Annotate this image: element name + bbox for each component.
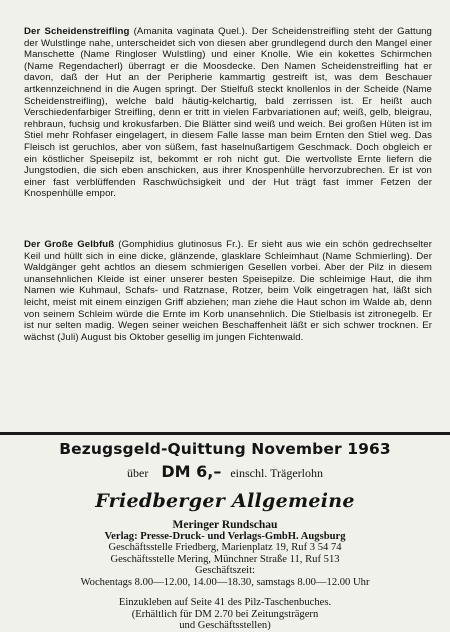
section-divider: [0, 432, 450, 435]
note-line-1: Einzukleben auf Seite 41 des Pilz-Taschenbuches.: [118, 597, 332, 609]
receipt-title: Bezugsgeld-Quittung November 1963: [59, 440, 391, 458]
receipt-over-label: über: [127, 466, 149, 480]
newspaper-subtitle: Meringer Rundschau: [172, 519, 278, 531]
hours-label: Geschäftszeit:: [194, 565, 255, 577]
mushroom-entry-scheidenstreifling: [24, 26, 432, 200]
entry-heading: Der Große Gelbfuß: [24, 239, 115, 250]
receipt-incl-label: einschl. Trägerlohn: [230, 466, 323, 480]
entry-text: (Amanita vaginata Quel.). Der Scheidenstreifling steht der Gattung der Wulstlinge nahe, unterscheidet sich von diesen aber grundlegend durch den Mangel einer Manschette (Name Ringloser Wulstling) und einer Knolle. Wie ein kokettes Schirmchen (Name Regendacherl) überragt er die Moosdecke. Den Namen Scheidenstreifling hat er davon, daß der Hut an der Peripherie kammartig gestreift ist, was dem Beschauer artkennzeichnend in die Augen springt. Der Stielfuß steckt knollenlos in der Scheide (Name Scheidenstreifling), welche bald häutig-kelchartig, bald zerrissen ist. Er heißt auch Verschiedenfarbiger Streifling, denn er tritt in vielen Farbvariationen auf; weiß, gelb, bleigrau, rehbraun, fuchsig und krokusfarben. Die Blätter sind weiß und weich. Bei großen Hüten ist im Stiel mehr Rohfaser eingelagert, in diesem Falle lasse man beim Ernten den Stiel weg. Das Fleisch ist geruchlos, aber von süßem, fast haselnußartigem Geschmack. Doch obgleich er ein köstlicher Speisepilz ist, bekommt er roh nicht gut. Die wertvollste Ernte liefern die Jungstodien, die sich eben anschicken, aus ihrer Knospenhülle hervorzubrechen. Er ist von einer fast verblüffenden Raschwüchsigkeit und der Hut trägt fast immer Fetzen der Knospenhülle empor.: [24, 26, 432, 200]
receipt-amount-line: [0, 462, 450, 481]
note-line-3: und Geschäftsstellen): [179, 620, 271, 632]
entry-text: (Gomphidius glutinosus Fr.). Er sieht aus wie ein schön gedrechselter Keil und hüllt sich in eine dicke, glänzende, glasklare Schleimhaut (Name Schmierling). Der Waldgänger geht achtlos an diesem schmierigen Gesellen vorbei. Aber der Pilz in diesem unansehnlichen Kleide ist einer unserer besten Speisepilze. Die schleimige Haut, die ihm Namen wie Kuhmaul, Schafs- und Ratznase, Rotzer, beim Volk eingetragen hat, läßt sich leicht, meist mit einem einzigen Griff abziehen; man ziehe die Haut schon im Walde ab, denn von seinem Schleim würde die Ernte im Korb unansehnlich. Die Stielbasis ist zitronegelb. Er ist nur selten madig. Wegen seiner weichen Beschaffenheit läßt er sich schwer trocknen. Er wächst (Juli) August bis Oktober gesellig im jungen Fichtenwald.: [24, 239, 433, 343]
hours-line: Wochentags 8.00—12.00, 14.00—18.30, samstags 8.00—12.00 Uhr: [80, 576, 370, 588]
note-line-2: (Erhältlich für DM 2.70 bei Zeitungsträgern: [131, 608, 319, 620]
entry-heading: Der Scheidenstreifling: [24, 26, 130, 37]
receipt-amount: DM 6,–: [161, 462, 222, 481]
publisher-line: Verlag: Presse-Druck- und Verlags-GmbH. Augsburg: [104, 531, 346, 542]
note-block: [0, 597, 450, 632]
mushroom-entry-gelbfuss: [24, 239, 432, 343]
newspaper-masthead: Friedberger Allgemeine: [95, 490, 355, 512]
receipt-section: [0, 440, 450, 632]
office-mering: Geschäftsstelle Mering, Münchner Straße 11, Ruf 513: [110, 553, 340, 565]
office-friedberg: Geschäftsstelle Friedberg, Marienplatz 19, Ruf 3 54 74: [108, 542, 342, 554]
